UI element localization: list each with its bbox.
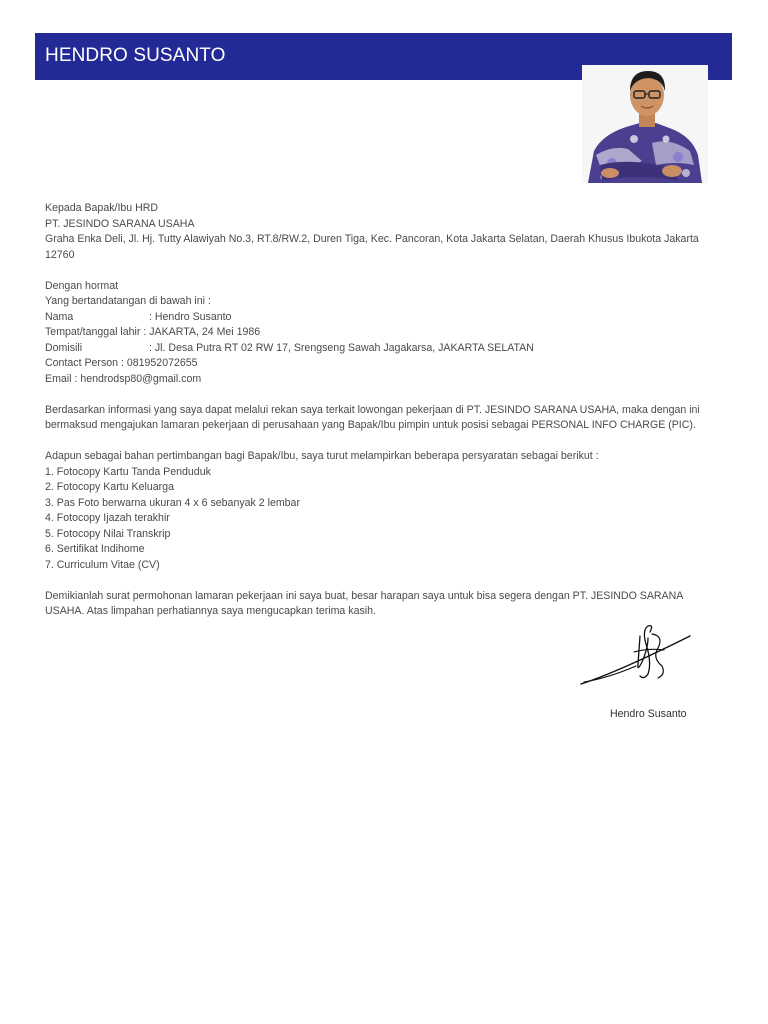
detail-value: : JAKARTA, 24 Mei 1986 — [143, 326, 261, 338]
greeting: Dengan hormat — [45, 279, 119, 292]
detail-label: Domisili — [45, 341, 83, 354]
list-item: 4. Fotocopy Ijazah terakhir — [45, 512, 170, 524]
body-paragraph: Berdasarkan informasi yang saya dapat melalui rekan saya terkait lowongan pekerjaan di PT. JESINDO SARANA USAHA, maka dengan ini bermaksud mengajukan lamaran pekerjaan di perusahaan yang Bapak/Ibu pimpin untuk posisi sebagai PERSONAL INFO CHARGE (PIC). — [45, 403, 700, 431]
header-name: HENDRO SUSANTO — [45, 45, 226, 66]
detail-ttl — [45, 325, 720, 341]
profile-photo — [582, 65, 708, 183]
intro-line: Yang bertandatangan di bawah ini : — [45, 295, 211, 307]
recipient-address: Graha Enka Deli, Jl. Hj. Tutty Alawiyah No.3, RT.8/RW.2, Duren Tiga, Kec. Pancoran, Kota Jakarta Selatan, Daerah Khusus Ibukota Jakarta 12760 — [45, 233, 699, 261]
recipient-block — [45, 201, 720, 263]
recipient-line: Kepada Bapak/Ibu HRD — [45, 202, 159, 214]
detail-domisili — [45, 341, 720, 357]
letter-body — [45, 201, 720, 620]
signature-icon — [578, 622, 694, 688]
detail-nama — [45, 310, 720, 326]
signer-name: Hendro Susanto — [610, 708, 687, 720]
list-item: 2. Fotocopy Kartu Keluarga — [45, 481, 174, 493]
person-photo-icon — [582, 65, 708, 183]
list-item: 7. Curriculum Vitae (CV) — [45, 558, 160, 571]
closing-paragraph: Demikianlah surat permohonan lamaran pekerjaan ini saya buat, besar harapan saya untuk bisa segera dengan PT. JESINDO SARANA USAHA. Atas limpahan perhatiannya saya mengucapkan terima kasih. — [45, 589, 683, 617]
list-item: 6. Sertifikat Indihome — [45, 543, 145, 555]
attachments-list — [45, 465, 720, 574]
list-item: 1. Fotocopy Kartu Tanda Penduduk — [45, 465, 211, 478]
detail-label: Nama — [45, 310, 74, 323]
attachments-intro: Adapun sebagai bahan pertimbangan bagi Bapak/Ibu, saya turut melampirkan beberapa persyaratan sebagai berikut : — [45, 450, 599, 462]
signature — [578, 622, 694, 688]
detail-value: : Jl. Desa Putra RT 02 RW 17, Srengseng Sawah Jagakarsa, JAKARTA SELATAN — [149, 341, 534, 354]
recipient-company: PT. JESINDO SARANA USAHA — [45, 217, 195, 230]
detail-contact: Contact Person : 081952072655 — [45, 357, 198, 369]
detail-value: : Hendro Susanto — [149, 310, 232, 323]
list-item: 5. Fotocopy Nilai Transkrip — [45, 527, 171, 540]
list-item: 3. Pas Foto berwarna ukuran 4 x 6 sebanyak 2 lembar — [45, 496, 300, 509]
detail-email: Email : hendrodsp80@gmail.com — [45, 372, 202, 385]
detail-label: Tempat/tanggal lahir — [45, 326, 141, 338]
